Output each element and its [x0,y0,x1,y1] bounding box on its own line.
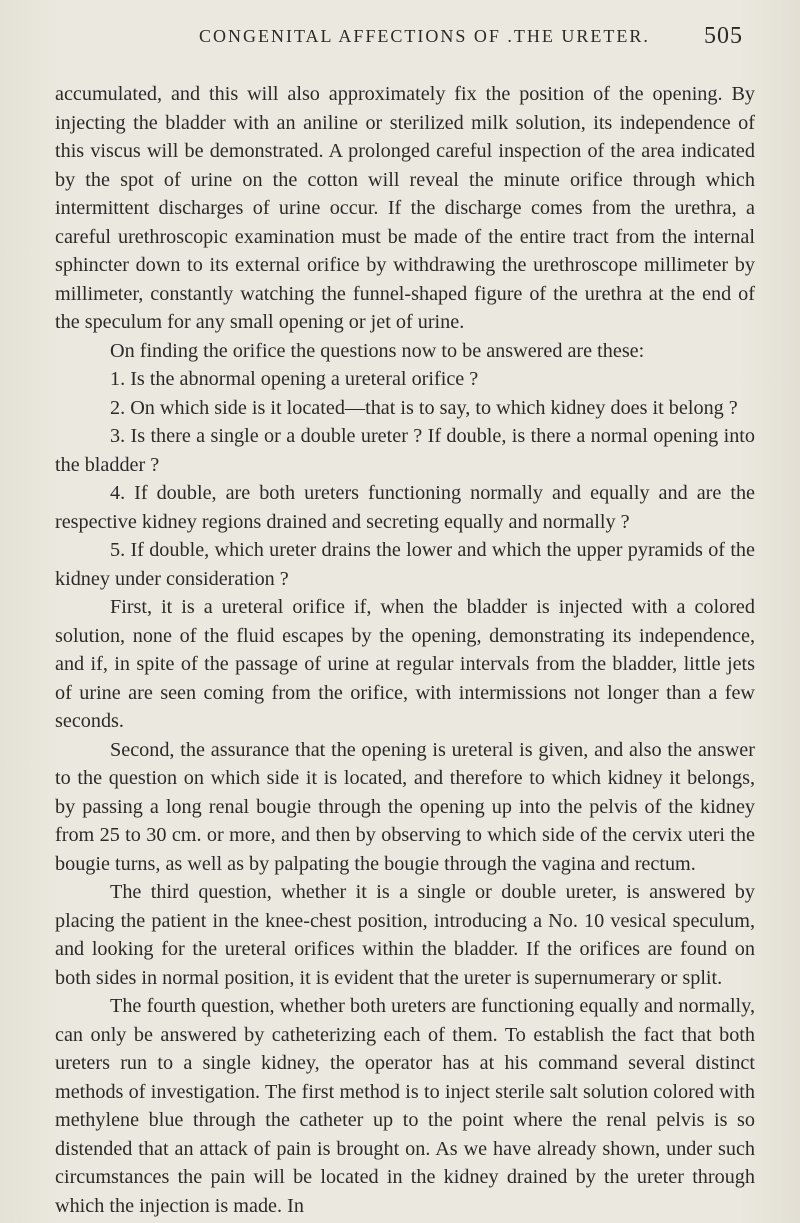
page-number: 505 [704,23,743,49]
paragraph: On finding the orifice the questions now to be answered are these: [110,339,645,362]
paragraph: accumulated, and this will also approximately fix the position of the opening. By injecting the bladder with an aniline or sterilized milk solution, its independence of this viscus will be demonstrated. A prolonged careful inspection of the area indicated by the spot of urine on the cotton will reveal the minute orifice through which intermittent discharges of urine occur. If the discharge comes from the urethra, a careful urethroscopic examination must be made of the entire tract from the internal sphincter down to its external orifice by withdrawing the urethroscope millimeter by millimeter, constantly watching the funnel-shaped figure of the urethra at the end of the speculum for any small opening or jet of urine. [55,83,755,333]
question-4: 4. If double, are both ureters functioning normally and equally and are the respective kidney regions drained and secreting equally and normally ? [55,482,755,533]
paragraph: Second, the assurance that the opening is ureteral is given, and also the answer to the question on which side it is located, and therefore to which kidney it belongs, by passing a long renal bougie through the opening up into the pelvis of the kidney from 25 to 30 cm. or more, and then by observing to which side of the cervix uteri the bougie turns, as well as by palpating the bougie through the vagina and rectum. [55,738,755,875]
running-title: CONGENITAL AFFECTIONS OF .THE URETER. [199,26,650,46]
paragraph: First, it is a ureteral orifice if, when the bladder is injected with a colored solution, none of the fluid escapes by the opening, demonstrating its independence, and if, in spite of the passage of urine at regular intervals from the bladder, little jets of urine are seen coming from the orifice, with intermissions not longer than a few seconds. [55,596,755,732]
body-text [55,80,755,1220]
paragraph: The fourth question, whether both ureters are functioning equally and normally, can only be answered by catheterizing each of them. To establish the fact that both ureters run to a single kidney, the operator has at his command several distinct methods of investigation. The first method is to inject sterile salt solution colored with methylene blue through the catheter up to the point where the renal pelvis is so distended that an attack of pain is brought on. As we have already shown, under such circumstances the pain will be located in the kidney drained by the ureter through which the injection is made. In [55,995,755,1217]
running-head [0,23,800,66]
question-2: 2. On which side is it located—that is to say, to which kidney does it belong ? [110,396,738,419]
question-3: 3. Is there a single or a double ureter ? If double, is there a normal opening into the bladder ? [55,425,755,476]
question-1: 1. Is the abnormal opening a ureteral orifice ? [110,368,479,390]
question-5: 5. If double, which ureter drains the lower and which the upper pyramids of the kidney under consideration ? [55,539,755,590]
paragraph: The third question, whether it is a single or double ureter, is answered by placing the patient in the knee-chest position, introducing a No. 10 vesical speculum, and looking for the ureteral orifices within the bladder. If the orifices are found on both sides in normal position, it is evident that the ureter is supernumerary or split. [55,881,755,989]
